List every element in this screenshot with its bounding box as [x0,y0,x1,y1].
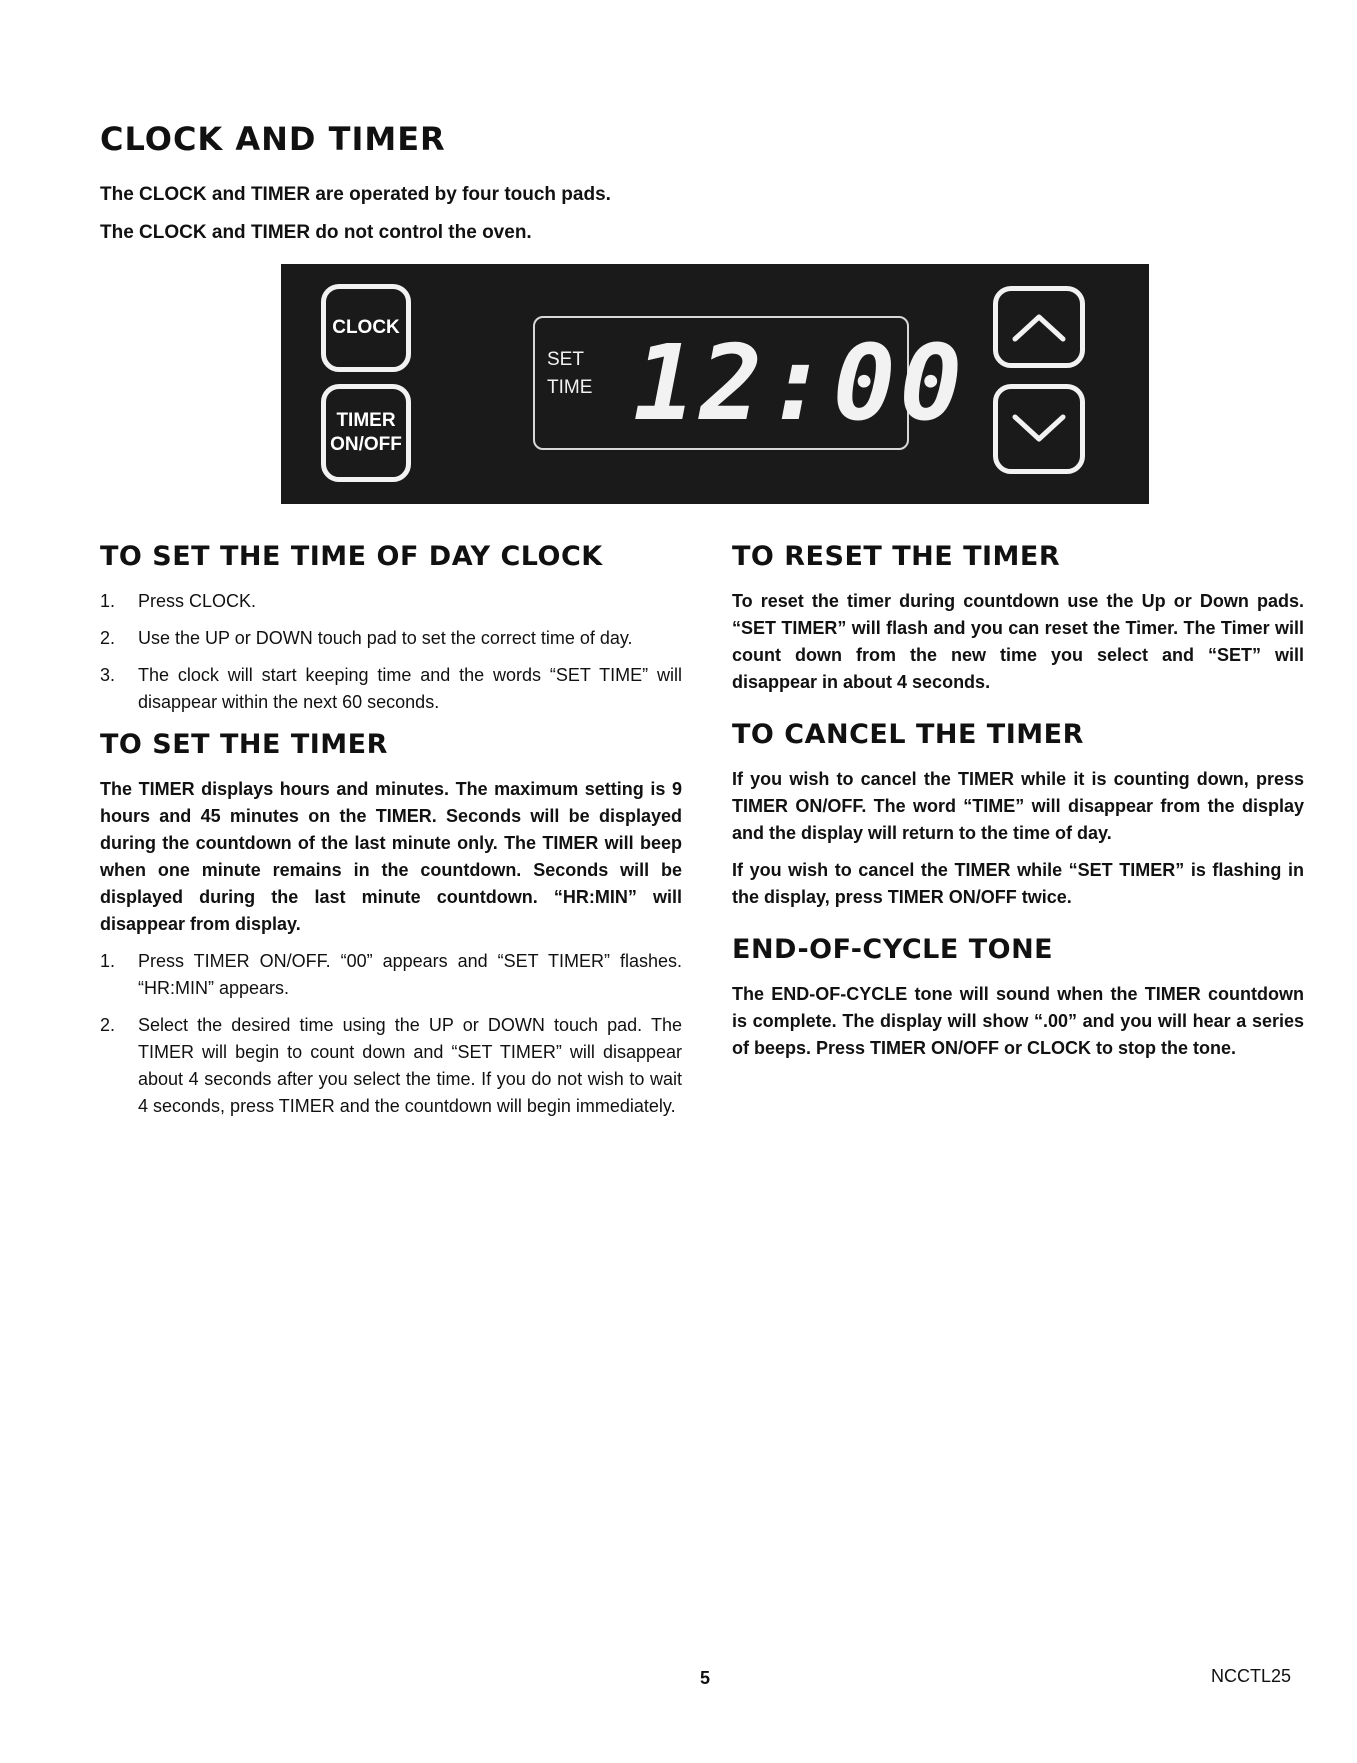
intro-line-1: The CLOCK and TIMER are operated by four touch pads. [100,184,611,205]
set-time-indicator: SET TIME [547,349,593,398]
timer-on-off-label: TIMER ON/OFF [330,410,402,455]
set-timer-heading: TO SET THE TIMER [100,729,388,760]
cancel-timer-paragraph-1: If you wish to cancel the TIMER while it is counting down, press TIMER ON/OFF. The word “TIME” will disappear from the display and the display will return to the time of day. [732,769,1304,843]
chevron-down-icon [1009,411,1069,447]
end-tone-body: The END-OF-CYCLE tone will sound when the TIMER countdown is complete. The display will show “.00” and you will hear a series of beeps. Press TIMER ON/OFF or CLOCK to stop the tone. [732,984,1304,1058]
page-number: 5 [700,1668,711,1688]
document-code: NCCTL25 [1211,1666,1292,1686]
cancel-timer-paragraph-2: If you wish to cancel the TIMER while “SET TIMER” is flashing in the display, press TIMER ON/OFF twice. [732,860,1304,907]
up-button[interactable] [993,286,1085,368]
list-item: 2. Select the desired time using the UP or DOWN touch pad. The TIMER will begin to count down and “SET TIMER” will disappear about 4 seconds after you select the time. If you do not wish to wait 4 seconds, press TIMER and the countdown will begin immediately. [100,1015,682,1116]
cancel-timer-heading: TO CANCEL THE TIMER [732,719,1084,750]
right-column [732,540,1304,1072]
end-tone-heading: END-OF-CYCLE TONE [732,934,1054,965]
set-timer-steps [100,948,682,1120]
set-timer-body: The TIMER displays hours and minutes. The maximum setting is 9 hours and 45 minutes on the TIMER. Seconds will be displayed during the countdown of the last minute only. The TIMER will beep when one minute remains in the countdown. Seconds will be displayed during the last minute countdown. “HR:MIN” will disappear from display. [100,779,682,934]
display-time: 12:00 [633,322,967,444]
clock-display [533,316,967,450]
list-item: 1. Press TIMER ON/OFF. “00” appears and “SET TIMER” flashes. “HR:MIN” appears. [100,951,682,998]
control-panel [281,264,1149,504]
reset-timer-body: To reset the timer during countdown use the Up or Down pads. “SET TIMER” will flash and you can reset the Timer. The Timer will count down from the new time you select and “SET” will disappear in about 4 seconds. [732,591,1304,692]
left-column [100,540,682,1132]
chevron-up-icon [1009,309,1069,345]
timer-on-off-button[interactable] [321,384,411,482]
clock-button[interactable]: CLOCK [321,284,411,372]
set-clock-steps [100,588,682,716]
down-button[interactable] [993,384,1085,474]
set-clock-heading: TO SET THE TIME OF DAY CLOCK [100,541,603,572]
list-item: 2. Use the UP or DOWN touch pad to set the correct time of day. [100,628,633,648]
reset-timer-heading: TO RESET THE TIMER [732,541,1061,572]
intro-line-2: The CLOCK and TIMER do not control the oven. [100,222,532,243]
list-item: 1. Press CLOCK. [100,591,257,611]
page-title: CLOCK AND TIMER [100,120,446,158]
list-item: 3. The clock will start keeping time and the words “SET TIME” will disappear within the next 60 seconds. [100,665,682,712]
